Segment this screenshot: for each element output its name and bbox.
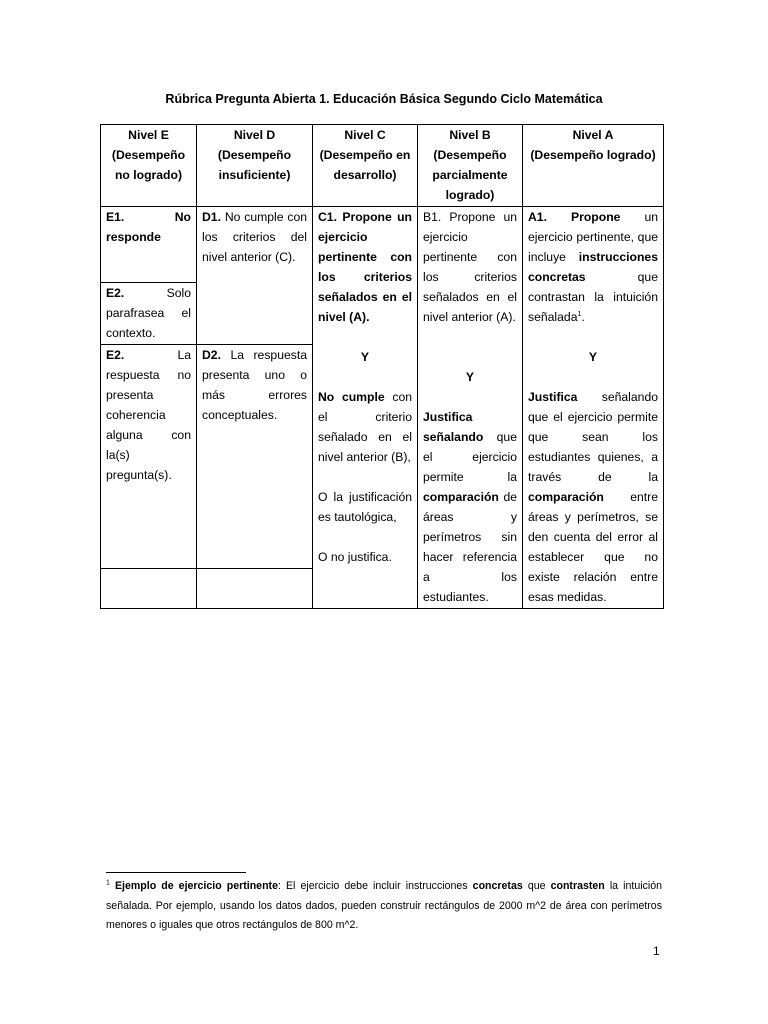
header-nivel-a: Nivel A (Desempeño logrado) — [523, 125, 664, 207]
cell-d2: D2. La respuesta presenta uno o más errores conceptuales. — [197, 345, 313, 569]
footnote-marker: 1 — [106, 879, 110, 887]
cell-e2b: E2. La respuesta no presenta coherencia alguna con la(s) pregunta(s). — [101, 345, 197, 569]
cell-e2a: E2. Solo parafrasea el contexto. — [101, 283, 197, 345]
footnote: $^1$ Ejemplo de ejercicio pertinente: El ejercicio debe incluir instrucciones concretas que contrasten la intuición señalada. Por ejemplo, usando los datos dados, pueden construir rectángulos de 2000 m^2 de área con perímetros menores o iguales que otros rectángulos de 800 m^2. — [106, 879, 663, 931]
footnote-ref: 1 — [577, 310, 582, 318]
header-row — [101, 125, 664, 207]
cell-c1: C1. Propone un ejercicio pertinente con los criterios señalados en el nivel (A). Y No cumple con el criterio señalado en el nivel anterior (B), O la justificación es tautológica, O no justifica. — [313, 207, 418, 609]
cell-d-empty — [197, 569, 313, 609]
document-title: Rúbrica Pregunta Abierta 1. Educación Básica Segundo Ciclo Matemática — [165, 92, 603, 106]
cell-a1: A1. Propone un ejercicio pertinente, que incluye instrucciones concretas que contrastan la intuición señalada$^1$. Y Justifica señalando que el ejercicio permite que sean los estudiantes quienes, a través de la comparación entre áreas y perímetros, se den cuenta del error al establecer que no existe relación entre esas medidas. — [523, 207, 664, 609]
cell-d1: D1. No cumple con los criterios del nivel anterior (C). — [197, 207, 313, 345]
footnote-separator — [106, 872, 246, 873]
cell-e1: E1. No responde — [101, 207, 197, 283]
page-number: 1 — [653, 944, 660, 958]
header-nivel-b: Nivel B (Desempeño parcialmente logrado) — [418, 125, 523, 207]
header-nivel-c: Nivel C (Desempeño en desarrollo) — [313, 125, 418, 207]
header-nivel-d: Nivel D (Desempeño insuficiente) — [197, 125, 313, 207]
cell-e-empty — [101, 569, 197, 609]
header-nivel-e: Nivel E (Desempeño no logrado) — [101, 125, 197, 207]
rubric-table — [100, 124, 664, 609]
cell-b1: B1. Propone un ejercicio pertinente con los criterios señalados en el nivel anterior (A). Y Justifica señalando que el ejercicio permite la comparación de áreas y perímetros sin hacer referencia a los estudiantes. — [418, 207, 523, 609]
